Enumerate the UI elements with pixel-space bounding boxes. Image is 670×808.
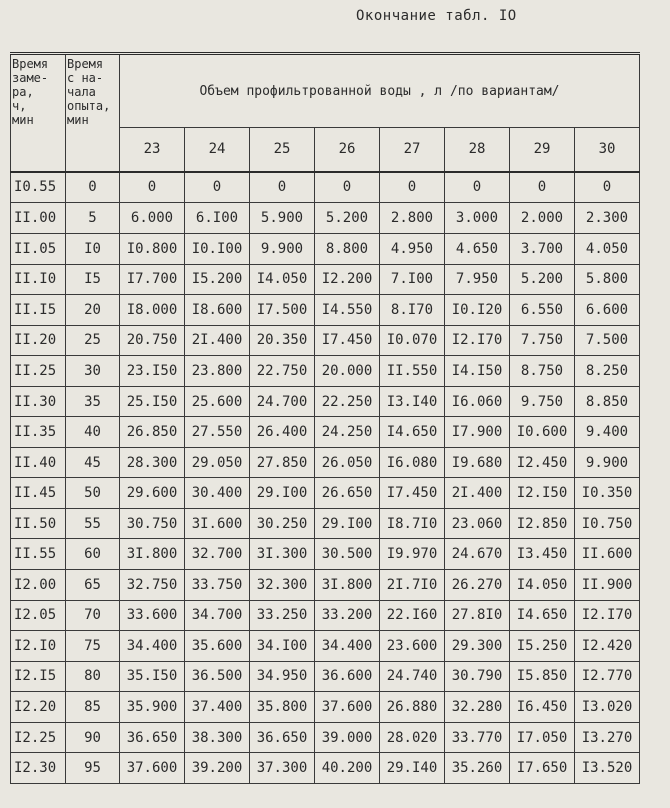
volume-cell: 3.000 xyxy=(445,203,510,234)
volume-cell: I3.020 xyxy=(575,692,640,723)
volume-cell: 30.790 xyxy=(445,661,510,692)
volume-cell: I0.070 xyxy=(380,325,445,356)
table-row xyxy=(11,447,640,478)
elapsed-time-cell: 90 xyxy=(66,722,120,753)
volume-cell: I0.I00 xyxy=(185,234,250,265)
elapsed-time-cell: 75 xyxy=(66,631,120,662)
volume-cell: I6.450 xyxy=(510,692,575,723)
volume-cell: 4.650 xyxy=(445,234,510,265)
volume-cell: 35.I50 xyxy=(120,661,185,692)
volume-cell: I5.200 xyxy=(185,264,250,295)
volume-cell: 32.750 xyxy=(120,570,185,601)
volume-cell: I4.650 xyxy=(380,417,445,448)
elapsed-time-cell: 45 xyxy=(66,447,120,478)
measure-time-cell: II.05 xyxy=(11,234,66,265)
volume-cell: 32.280 xyxy=(445,692,510,723)
variant-header: 26 xyxy=(315,128,380,172)
measure-time-cell: II.45 xyxy=(11,478,66,509)
volume-cell: 36.600 xyxy=(315,661,380,692)
volume-cell: 6.I00 xyxy=(185,203,250,234)
volume-cell: I3.450 xyxy=(510,539,575,570)
measure-time-cell: II.I5 xyxy=(11,295,66,326)
volume-cell: I4.550 xyxy=(315,295,380,326)
elapsed-time-cell: 35 xyxy=(66,386,120,417)
volume-cell: 7.500 xyxy=(575,325,640,356)
table-row xyxy=(11,631,640,662)
volume-cell: I5.250 xyxy=(510,631,575,662)
elapsed-time-cell: 30 xyxy=(66,356,120,387)
volume-cell: 36.500 xyxy=(185,661,250,692)
stub-header-measure-time: Время заме- ра, ч, мин xyxy=(11,54,66,172)
elapsed-time-cell: I5 xyxy=(66,264,120,295)
volume-cell: I2.450 xyxy=(510,447,575,478)
volume-cell: 7.950 xyxy=(445,264,510,295)
volume-cell: 2.300 xyxy=(575,203,640,234)
volume-cell: I8.600 xyxy=(185,295,250,326)
volume-cell: 5.200 xyxy=(315,203,380,234)
volume-cell: 2I.400 xyxy=(185,325,250,356)
volume-cell: 0 xyxy=(120,172,185,203)
volume-cell: 27.850 xyxy=(250,447,315,478)
volume-cell: 37.400 xyxy=(185,692,250,723)
volume-cell: I0.I20 xyxy=(445,295,510,326)
table-row xyxy=(11,508,640,539)
volume-cell: I7.450 xyxy=(315,325,380,356)
volume-cell: 33.770 xyxy=(445,722,510,753)
volume-cell: 29.600 xyxy=(120,478,185,509)
volume-cell: I3.520 xyxy=(575,753,640,784)
volume-cell: I0.600 xyxy=(510,417,575,448)
measure-time-cell: II.I0 xyxy=(11,264,66,295)
table-row xyxy=(11,203,640,234)
volume-cell: 23.I50 xyxy=(120,356,185,387)
volume-cell: I8.7I0 xyxy=(380,508,445,539)
measure-time-cell: I0.55 xyxy=(11,172,66,203)
volume-cell: 26.270 xyxy=(445,570,510,601)
table-row xyxy=(11,264,640,295)
volume-cell: 0 xyxy=(185,172,250,203)
volume-cell: 24.700 xyxy=(250,386,315,417)
table-row xyxy=(11,570,640,601)
volume-cell: 29.I00 xyxy=(250,478,315,509)
volume-cell: 9.900 xyxy=(575,447,640,478)
volume-cell: 27.550 xyxy=(185,417,250,448)
elapsed-time-cell: 95 xyxy=(66,753,120,784)
volume-cell: 9.750 xyxy=(510,386,575,417)
variant-header: 30 xyxy=(575,128,640,172)
table-row xyxy=(11,753,640,784)
volume-cell: 4.050 xyxy=(575,234,640,265)
volume-cell: 34.700 xyxy=(185,600,250,631)
measure-time-cell: I2.00 xyxy=(11,570,66,601)
volume-cell: 3I.800 xyxy=(120,539,185,570)
elapsed-time-cell: 50 xyxy=(66,478,120,509)
measure-time-cell: II.30 xyxy=(11,386,66,417)
volume-cell: 33.200 xyxy=(315,600,380,631)
volume-cell: 8.850 xyxy=(575,386,640,417)
volume-cell: 27.8I0 xyxy=(445,600,510,631)
measure-time-cell: I2.05 xyxy=(11,600,66,631)
table-row xyxy=(11,539,640,570)
table-row xyxy=(11,172,640,203)
data-table-container xyxy=(10,52,640,784)
volume-cell: 35.900 xyxy=(120,692,185,723)
elapsed-time-cell: 65 xyxy=(66,570,120,601)
volume-cell: 0 xyxy=(250,172,315,203)
volume-cell: I4.050 xyxy=(510,570,575,601)
volume-cell: 7.750 xyxy=(510,325,575,356)
measure-time-cell: II.35 xyxy=(11,417,66,448)
volume-cell: 30.750 xyxy=(120,508,185,539)
volume-cell: 28.020 xyxy=(380,722,445,753)
volume-cell: 30.250 xyxy=(250,508,315,539)
volume-cell: 35.260 xyxy=(445,753,510,784)
volume-cell: 39.200 xyxy=(185,753,250,784)
measure-time-cell: II.25 xyxy=(11,356,66,387)
volume-cell: 40.200 xyxy=(315,753,380,784)
volume-cell: 5.900 xyxy=(250,203,315,234)
volume-cell: 36.650 xyxy=(120,722,185,753)
group-header: Объем профильтрованной воды , л /по вариантам/ xyxy=(120,54,640,128)
volume-cell: I0.350 xyxy=(575,478,640,509)
volume-cell: I2.I70 xyxy=(445,325,510,356)
volume-cell: 34.400 xyxy=(315,631,380,662)
volume-cell: 35.600 xyxy=(185,631,250,662)
table-row xyxy=(11,661,640,692)
volume-cell: 24.740 xyxy=(380,661,445,692)
volume-cell: 23.600 xyxy=(380,631,445,662)
volume-cell: 29.050 xyxy=(185,447,250,478)
variant-header: 24 xyxy=(185,128,250,172)
table-row xyxy=(11,600,640,631)
volume-cell: I7.900 xyxy=(445,417,510,448)
volume-cell: 30.400 xyxy=(185,478,250,509)
volume-cell: 26.650 xyxy=(315,478,380,509)
volume-cell: 8.I70 xyxy=(380,295,445,326)
table-row xyxy=(11,722,640,753)
volume-cell: 2I.400 xyxy=(445,478,510,509)
measure-time-cell: II.55 xyxy=(11,539,66,570)
volume-cell: 24.250 xyxy=(315,417,380,448)
volume-cell: 6.550 xyxy=(510,295,575,326)
volume-cell: 28.300 xyxy=(120,447,185,478)
volume-cell: 20.000 xyxy=(315,356,380,387)
volume-cell: 33.750 xyxy=(185,570,250,601)
elapsed-time-cell: 25 xyxy=(66,325,120,356)
volume-cell: 8.800 xyxy=(315,234,380,265)
volume-cell: 34.I00 xyxy=(250,631,315,662)
volume-cell: 33.250 xyxy=(250,600,315,631)
volume-cell: 7.I00 xyxy=(380,264,445,295)
volume-cell: 9.900 xyxy=(250,234,315,265)
volume-cell: 0 xyxy=(445,172,510,203)
volume-cell: 25.600 xyxy=(185,386,250,417)
volume-cell: I0.750 xyxy=(575,508,640,539)
variant-header: 28 xyxy=(445,128,510,172)
volume-cell: 0 xyxy=(510,172,575,203)
elapsed-time-cell: 40 xyxy=(66,417,120,448)
volume-cell: 37.600 xyxy=(315,692,380,723)
volume-cell: I2.420 xyxy=(575,631,640,662)
volume-cell: I9.680 xyxy=(445,447,510,478)
table-row xyxy=(11,295,640,326)
volume-cell: 26.880 xyxy=(380,692,445,723)
elapsed-time-cell: I0 xyxy=(66,234,120,265)
volume-cell: I6.080 xyxy=(380,447,445,478)
volume-cell: 3I.300 xyxy=(250,539,315,570)
volume-cell: 3I.800 xyxy=(315,570,380,601)
volume-cell: 20.750 xyxy=(120,325,185,356)
measure-time-cell: I2.20 xyxy=(11,692,66,723)
volume-cell: 25.I50 xyxy=(120,386,185,417)
volume-cell: 20.350 xyxy=(250,325,315,356)
table-row xyxy=(11,417,640,448)
volume-cell: 5.800 xyxy=(575,264,640,295)
volume-cell: 34.400 xyxy=(120,631,185,662)
volume-cell: 5.200 xyxy=(510,264,575,295)
measure-time-cell: II.40 xyxy=(11,447,66,478)
volume-cell: I7.700 xyxy=(120,264,185,295)
volume-cell: 22.750 xyxy=(250,356,315,387)
volume-cell: I2.770 xyxy=(575,661,640,692)
volume-cell: I4.I50 xyxy=(445,356,510,387)
volume-cell: 0 xyxy=(380,172,445,203)
volume-cell: 26.850 xyxy=(120,417,185,448)
volume-cell: I7.050 xyxy=(510,722,575,753)
volume-cell: 32.300 xyxy=(250,570,315,601)
elapsed-time-cell: 80 xyxy=(66,661,120,692)
variant-header: 23 xyxy=(120,128,185,172)
measure-time-cell: I2.30 xyxy=(11,753,66,784)
volume-cell: I0.800 xyxy=(120,234,185,265)
elapsed-time-cell: 70 xyxy=(66,600,120,631)
variant-header: 25 xyxy=(250,128,315,172)
volume-cell: I2.850 xyxy=(510,508,575,539)
volume-cell: I3.270 xyxy=(575,722,640,753)
volume-cell: 36.650 xyxy=(250,722,315,753)
table-row xyxy=(11,356,640,387)
volume-cell: 33.600 xyxy=(120,600,185,631)
table-row xyxy=(11,692,640,723)
volume-cell: I4.050 xyxy=(250,264,315,295)
volume-cell: I4.650 xyxy=(510,600,575,631)
variant-header: 27 xyxy=(380,128,445,172)
volume-cell: I7.650 xyxy=(510,753,575,784)
volume-cell: 29.I00 xyxy=(315,508,380,539)
filtered-water-volume-table xyxy=(10,52,640,784)
volume-cell: I7.500 xyxy=(250,295,315,326)
measure-time-cell: I2.I0 xyxy=(11,631,66,662)
volume-cell: I3.I40 xyxy=(380,386,445,417)
volume-cell: 32.700 xyxy=(185,539,250,570)
volume-cell: I6.060 xyxy=(445,386,510,417)
elapsed-time-cell: 5 xyxy=(66,203,120,234)
elapsed-time-cell: 85 xyxy=(66,692,120,723)
volume-cell: II.550 xyxy=(380,356,445,387)
elapsed-time-cell: 0 xyxy=(66,172,120,203)
volume-cell: 26.400 xyxy=(250,417,315,448)
volume-cell: 8.250 xyxy=(575,356,640,387)
volume-cell: 34.950 xyxy=(250,661,315,692)
volume-cell: 29.I40 xyxy=(380,753,445,784)
volume-cell: 38.300 xyxy=(185,722,250,753)
measure-time-cell: II.00 xyxy=(11,203,66,234)
volume-cell: 39.000 xyxy=(315,722,380,753)
volume-cell: 37.300 xyxy=(250,753,315,784)
variant-header: 29 xyxy=(510,128,575,172)
volume-cell: I9.970 xyxy=(380,539,445,570)
volume-cell: 26.050 xyxy=(315,447,380,478)
measure-time-cell: II.20 xyxy=(11,325,66,356)
volume-cell: 8.750 xyxy=(510,356,575,387)
measure-time-cell: I2.I5 xyxy=(11,661,66,692)
measure-time-cell: II.50 xyxy=(11,508,66,539)
volume-cell: I8.000 xyxy=(120,295,185,326)
volume-cell: 0 xyxy=(315,172,380,203)
measure-time-cell: I2.25 xyxy=(11,722,66,753)
table-caption: Окончание табл. IO xyxy=(356,8,517,24)
volume-cell: 30.500 xyxy=(315,539,380,570)
volume-cell: 0 xyxy=(575,172,640,203)
volume-cell: 29.300 xyxy=(445,631,510,662)
volume-cell: I2.I50 xyxy=(510,478,575,509)
volume-cell: I5.850 xyxy=(510,661,575,692)
volume-cell: 23.060 xyxy=(445,508,510,539)
volume-cell: 2.800 xyxy=(380,203,445,234)
table-row xyxy=(11,386,640,417)
table-row xyxy=(11,234,640,265)
volume-cell: 24.670 xyxy=(445,539,510,570)
volume-cell: II.600 xyxy=(575,539,640,570)
volume-cell: 22.250 xyxy=(315,386,380,417)
volume-cell: 37.600 xyxy=(120,753,185,784)
volume-cell: 35.800 xyxy=(250,692,315,723)
elapsed-time-cell: 60 xyxy=(66,539,120,570)
table-row xyxy=(11,325,640,356)
volume-cell: 22.I60 xyxy=(380,600,445,631)
volume-cell: 9.400 xyxy=(575,417,640,448)
volume-cell: 23.800 xyxy=(185,356,250,387)
volume-cell: 2.000 xyxy=(510,203,575,234)
table-row xyxy=(11,478,640,509)
volume-cell: I2.I70 xyxy=(575,600,640,631)
elapsed-time-cell: 55 xyxy=(66,508,120,539)
stub-header-elapsed-time: Время с на- чала опыта, мин xyxy=(66,54,120,172)
volume-cell: II.900 xyxy=(575,570,640,601)
volume-cell: 6.600 xyxy=(575,295,640,326)
volume-cell: I7.450 xyxy=(380,478,445,509)
volume-cell: 3.700 xyxy=(510,234,575,265)
volume-cell: 6.000 xyxy=(120,203,185,234)
volume-cell: 4.950 xyxy=(380,234,445,265)
volume-cell: 2I.7I0 xyxy=(380,570,445,601)
volume-cell: I2.200 xyxy=(315,264,380,295)
elapsed-time-cell: 20 xyxy=(66,295,120,326)
volume-cell: 3I.600 xyxy=(185,508,250,539)
